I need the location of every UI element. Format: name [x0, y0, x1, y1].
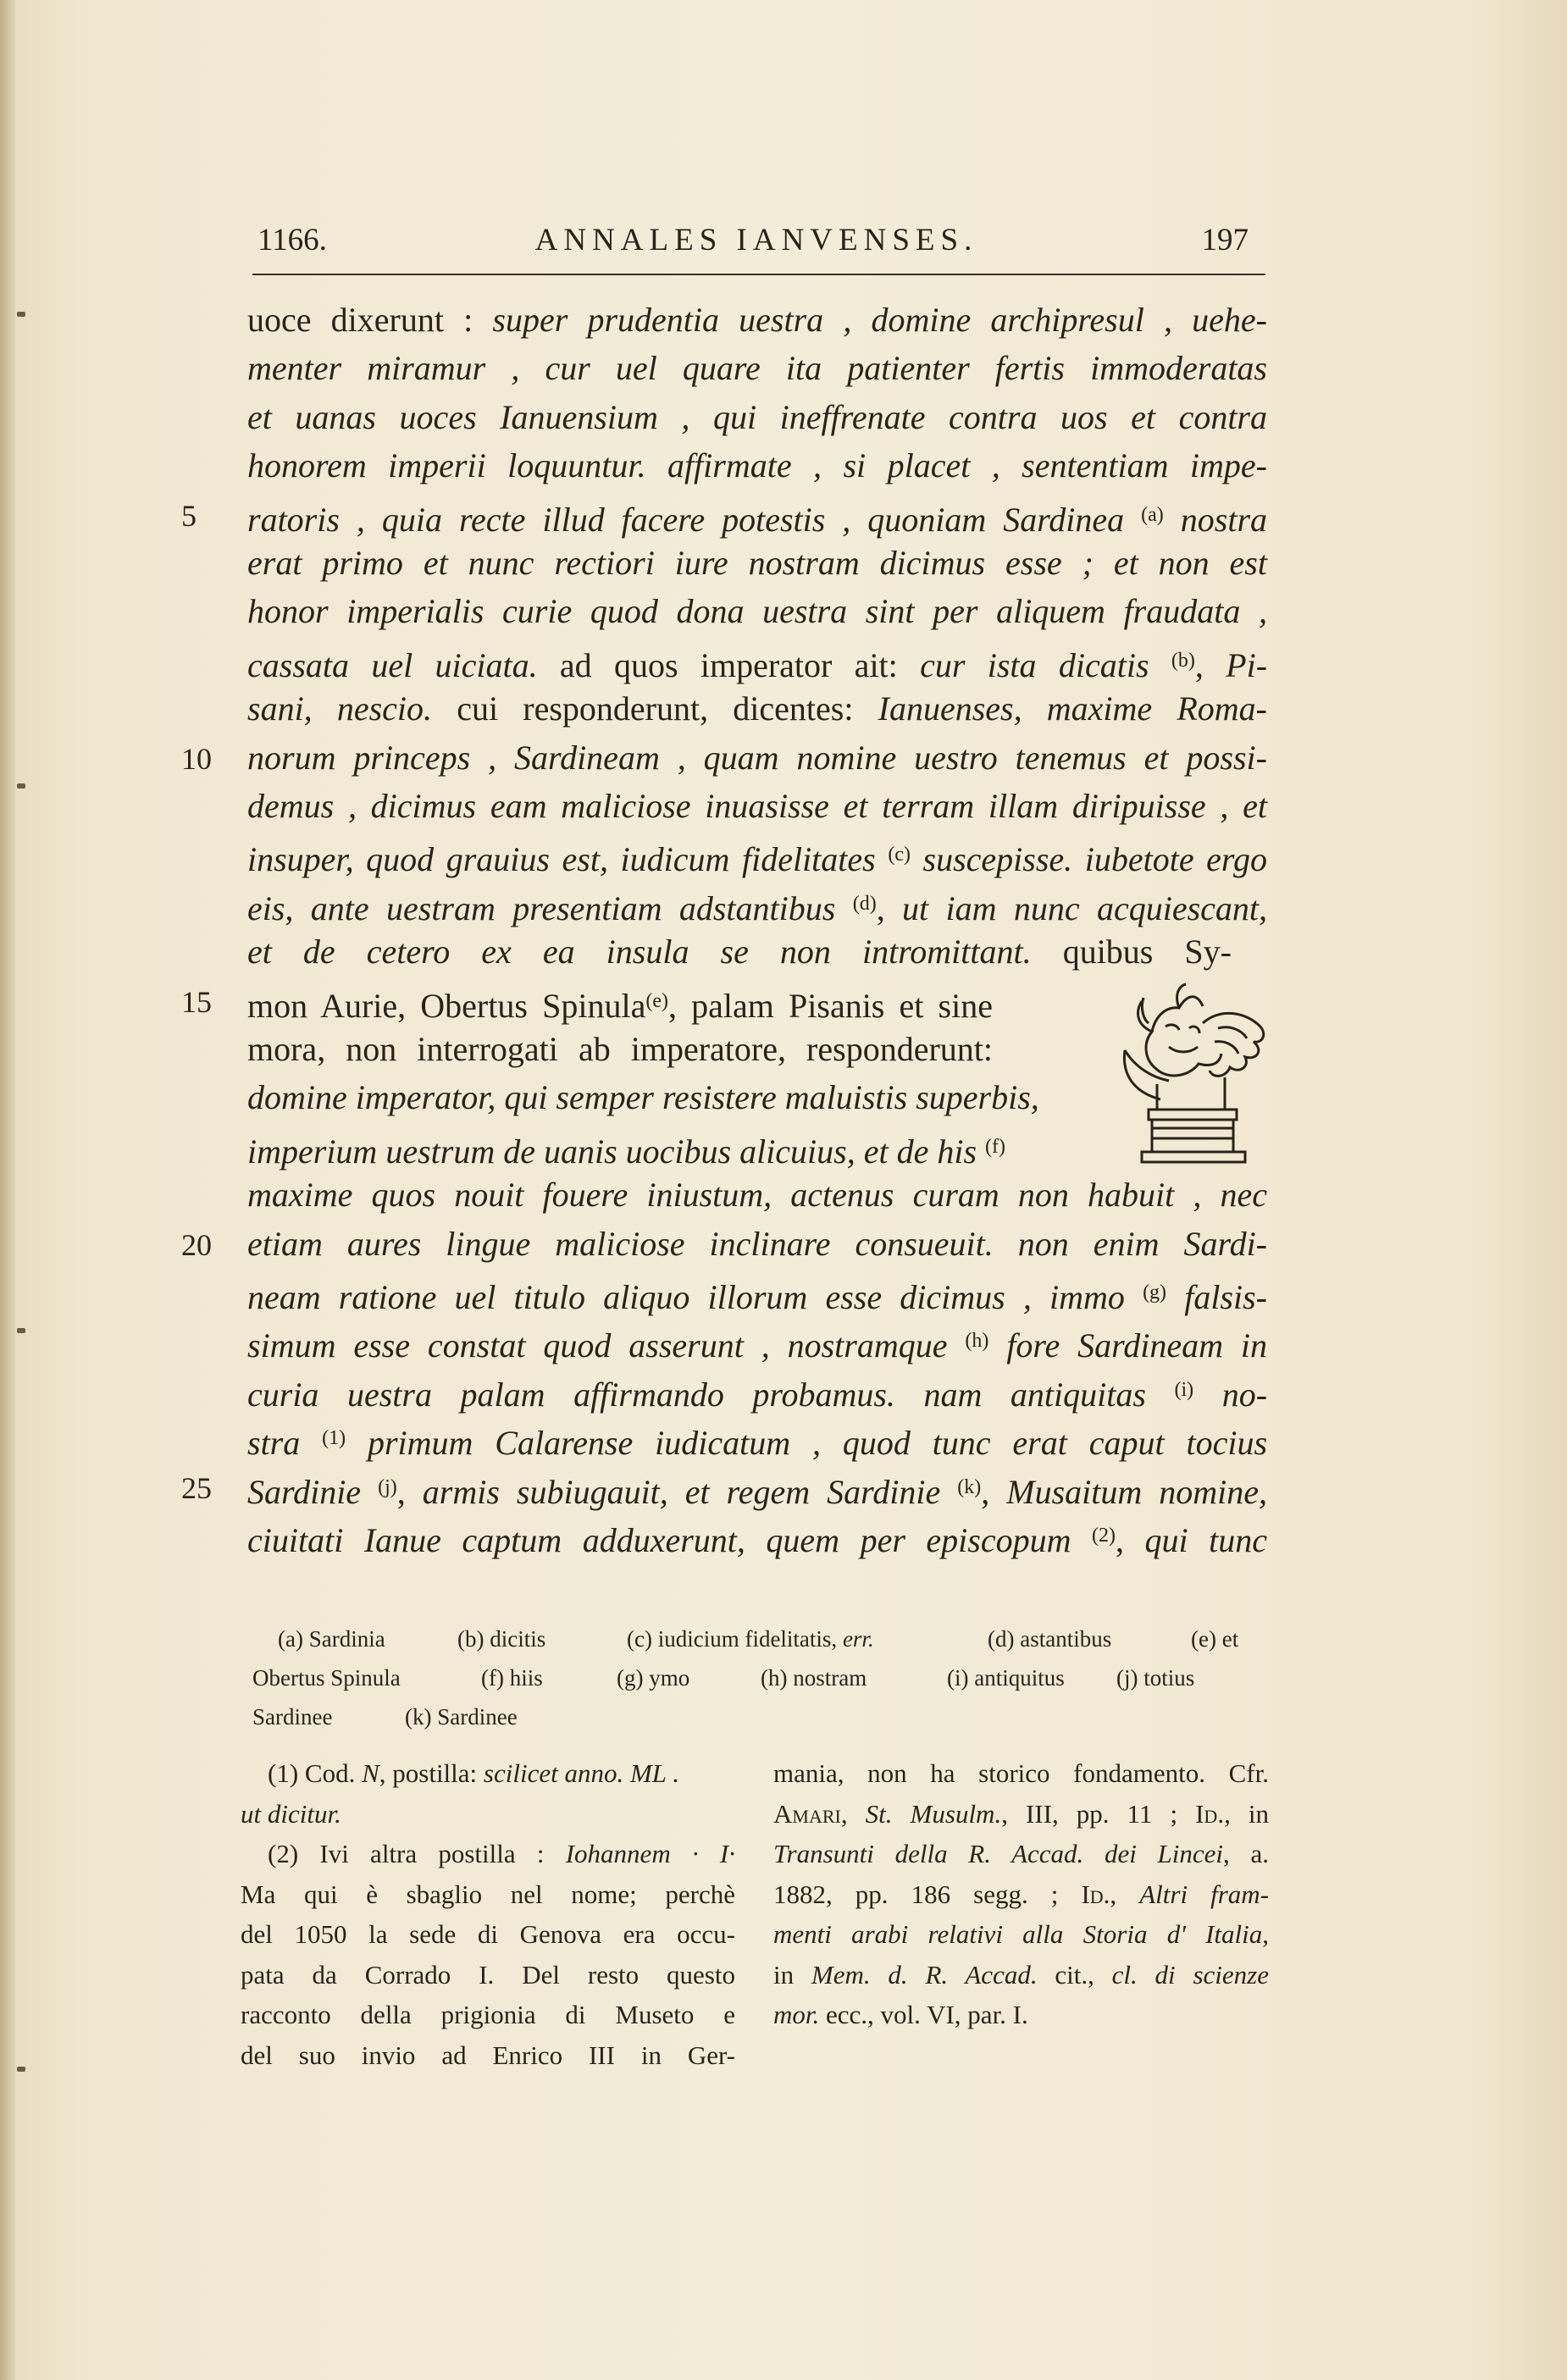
variant-reading: (b) dicitis [457, 1626, 546, 1652]
variant-reading: (k) Sardinee [405, 1704, 518, 1730]
text-line: simum esse constat quod asserunt , nostramque $^{(h)}$ fore Sardineam in [247, 1326, 1268, 1365]
header-rule [252, 274, 1265, 275]
header-title: ANNALES IANVENSES. [534, 223, 978, 257]
printer-emblem-icon [1118, 982, 1276, 1173]
footnote-line: in Mem. d. R. Accad. cit., cl. di scienze [773, 1959, 1269, 1990]
running-header [252, 222, 1260, 273]
variant-reading: (j) totius [1116, 1665, 1195, 1691]
text-line: stra $^{(1)}$ primum Calarense iudicatum , quod tunc erat caput tocius [247, 1424, 1268, 1463]
text-line: etiam aures lingue maliciose inclinare consueuit. non enim Sardi- [247, 1224, 1268, 1263]
text-line: Sardinie $^{(j)}$, armis subiugauit, et regem Sardinie $^{(k)}$, Musaitum nomine, [247, 1472, 1268, 1511]
footnote-line: Amari, St. Musulm., III, pp. 11 ; Id., in [773, 1798, 1269, 1829]
footnote-line: (2) Ivi altra postilla : Iohannem · I· [268, 1839, 736, 1868]
variant-reading: (d) astantibus [988, 1626, 1112, 1652]
line-number: 25 [181, 1470, 212, 1505]
footnote-line: racconto della prigionia di Museto e [241, 2000, 735, 2029]
footnote-line: pata da Corrado I. Del resto questo [241, 1959, 735, 1990]
binding-mark [17, 783, 25, 789]
text-line: menter miramur , cur uel quare ita patienter fertis immoderatas [247, 349, 1267, 388]
text-line: ratoris , quia recte illud facere potestis , quoniam Sardinea $^{(a)}$ nostra [247, 500, 1268, 539]
variant-reading: (i) antiquitus [947, 1665, 1065, 1691]
text-line: et de cetero ex ea insula se non intromittant. quibus Sy- [247, 933, 1232, 971]
text-line: curia uestra palam affirmando probamus. nam antiquitas $^{(i)}$ no- [247, 1375, 1268, 1414]
variant-reading: (e) et [1191, 1626, 1239, 1652]
text-line: domine imperator, qui semper resistere maluistis superbis, [247, 1078, 1039, 1117]
variant-reading: (g) ymo [617, 1665, 690, 1691]
text-line: eis, ante uestram presentiam adstantibus $^{(d)}$, ut iam nunc acquiescant, [247, 888, 1268, 927]
binding-mark [17, 1328, 25, 1333]
text-line: cassata uel uiciata. ad quos imperator ait: cur ista dicatis $^{(b)}$, Pi- [247, 645, 1268, 684]
variant-reading: Obertus Spinula [252, 1665, 401, 1691]
variant-reading: (h) nostram [761, 1665, 867, 1691]
text-line: et uanas uoces Ianuensium , qui ineffrenate contra uos et contra [247, 397, 1267, 436]
text-line: sani, nescio. cui responderunt, dicentes: Ianuenses, maxime Roma- [247, 689, 1267, 728]
footnote-line: Transunti della R. Accad. dei Lincei, a. [773, 1839, 1270, 1868]
text-line: mon Aurie, Obertus Spinula$^{(e)}$, palam Pisanis et sine [247, 986, 993, 1025]
text-line: demus , dicimus eam maliciose inuasisse et terram illam diripuisse , et [247, 787, 1267, 825]
line-number: 10 [181, 741, 212, 776]
binding-mark [17, 312, 25, 317]
header-year: 1166. [257, 223, 327, 257]
binding-mark [17, 2067, 25, 2072]
page-number: 197 [1201, 223, 1249, 257]
line-number: 5 [181, 498, 197, 533]
text-line: mora, non interrogati ab imperatore, responderunt: [247, 1030, 993, 1068]
footnote-line: del suo invio ad Enrico III in Ger- [241, 2040, 735, 2070]
variant-reading: (a) Sardinia [278, 1626, 385, 1652]
footnote-line: del 1050 la sede di Genova era occu- [241, 1919, 735, 1949]
text-line: erat primo et nunc rectiori iure nostram dicimus esse ; et non est [247, 544, 1267, 582]
text-line: norum princeps , Sardineam , quam nomine uestro tenemus et possi- [247, 738, 1267, 777]
page-edge [0, 0, 15, 2380]
footnote-line: (1) Cod. N, postilla: scilicet anno. ML . [268, 1758, 679, 1788]
variant-reading: (c) iudicium fidelitatis, err. [627, 1626, 874, 1652]
line-number: 20 [181, 1227, 212, 1262]
variant-reading: (f) hiis [481, 1665, 543, 1691]
text-line: maxime quos nouit fouere iniustum, actenus curam non habuit , nec [247, 1176, 1267, 1215]
text-line: ciuitati Ianue captum adduxerunt, quem per episcopum $^{(2)}$, qui tunc [247, 1521, 1268, 1559]
footnote-line: Ma qui è sbaglio nel nome; perchè [241, 1879, 735, 1909]
text-line: honor imperialis curie quod dona uestra sint per aliquem fraudata , [247, 592, 1267, 631]
text-line: neam ratione uel titulo aliquo illorum esse dicimus , immo $^{(g)}$ falsis- [247, 1278, 1267, 1316]
text-line: uoce dixerunt : super prudentia uestra , domine archipresul , uehe- [247, 301, 1268, 339]
footnote-line: 1882, pp. 186 segg. ; Id., Altri fram- [773, 1879, 1270, 1909]
footnote-line: menti arabi relativi alla Storia d' Italia, [773, 1919, 1269, 1949]
line-number: 15 [181, 984, 212, 1019]
text-line: imperium uestrum de uanis uocibus alicuius, et de his $^{(f)}$ [247, 1132, 1006, 1171]
text-line: honorem imperii loquuntur. affirmate , si placet , sententiam impe- [247, 446, 1267, 485]
variant-reading: Sardinee [252, 1704, 333, 1730]
footnote-line: ut dicitur. [241, 1798, 341, 1829]
footnote-line: mania, non ha storico fondamento. Cfr. [773, 1758, 1269, 1788]
footnote-line: mor. ecc., vol. VI, par. I. [773, 2000, 1028, 2029]
text-line: insuper, quod grauius est, iudicum fidelitates $^{(c)}$ suscepisse. iubetote ergo [247, 840, 1268, 879]
